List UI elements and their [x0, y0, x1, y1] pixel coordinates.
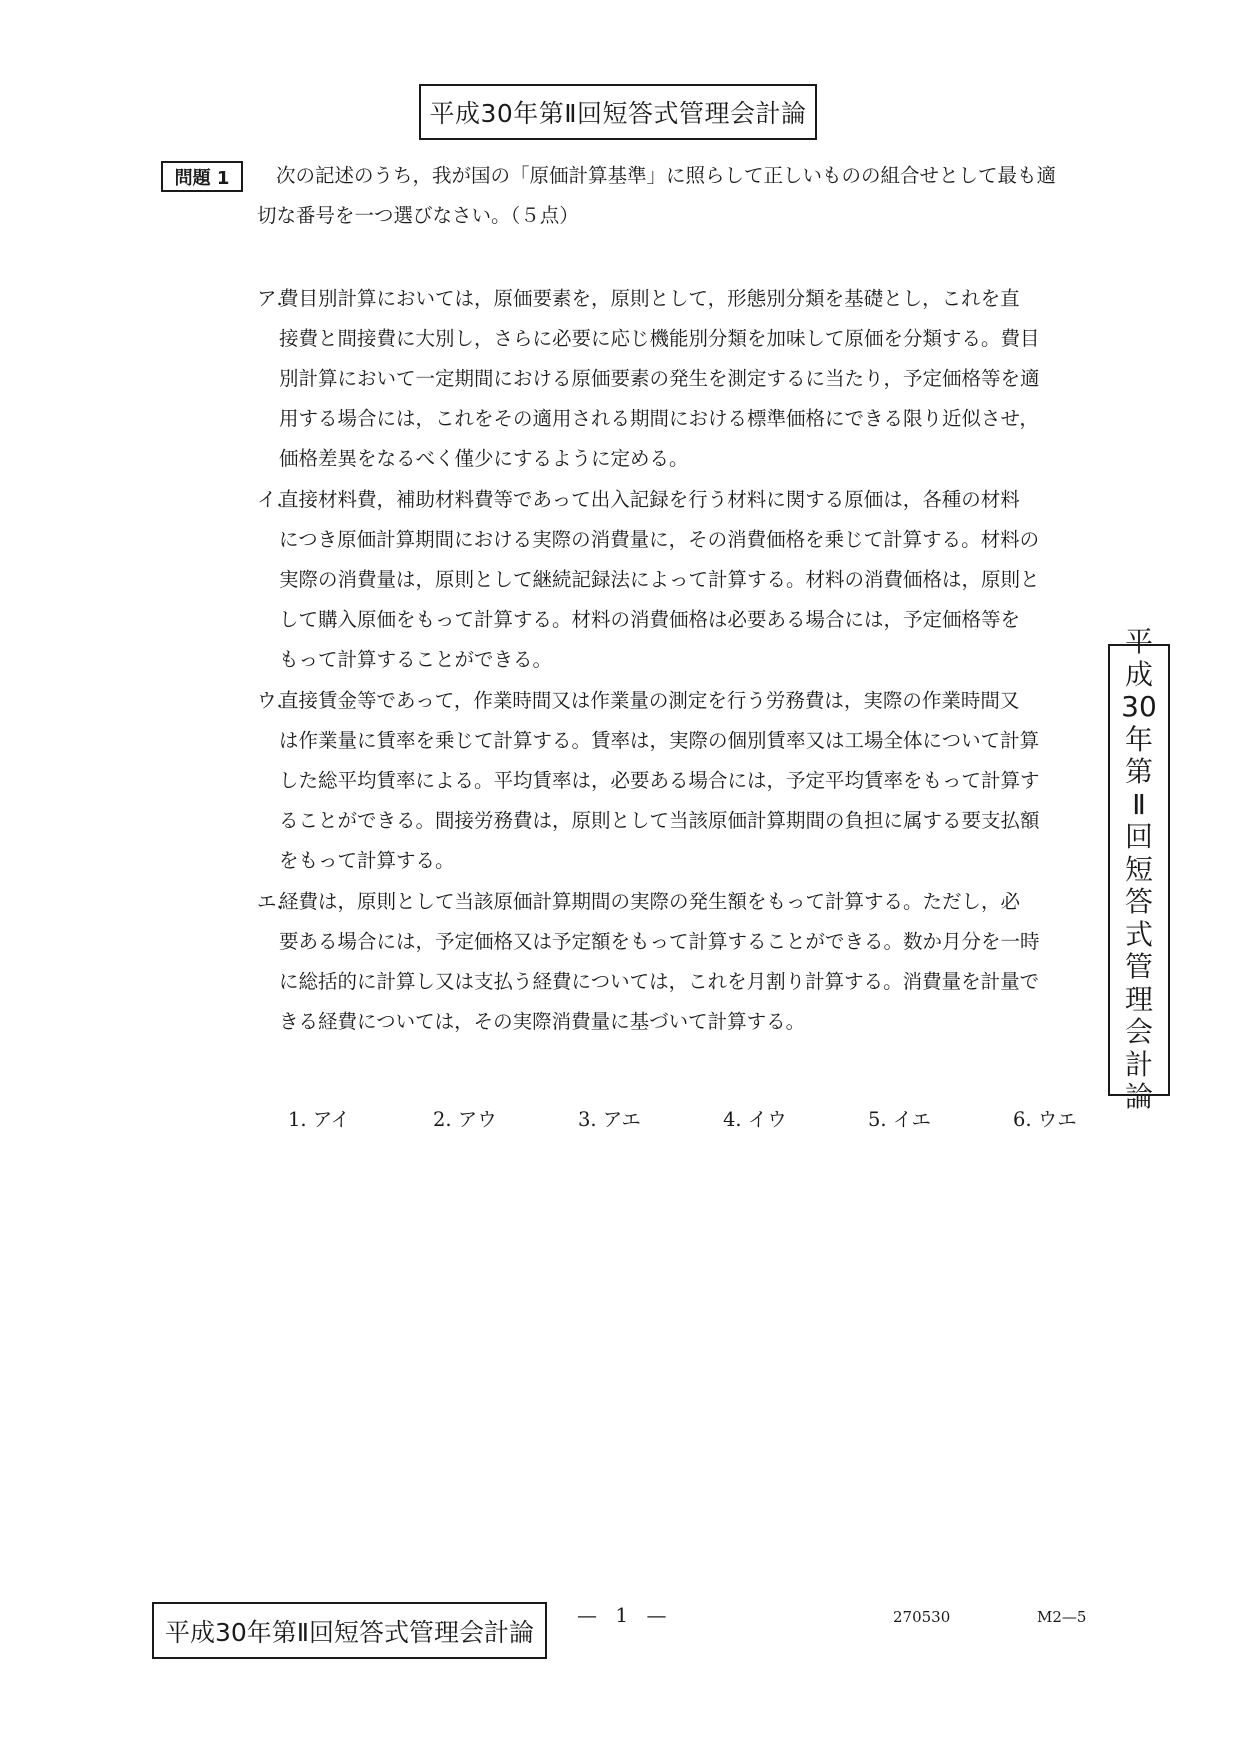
side-label-char: 年: [1124, 722, 1153, 756]
question-prompt-line-2: 切な番号を一つ選びなさい。（５点）: [257, 204, 579, 227]
sheet-code: M2—5: [1037, 1608, 1087, 1626]
statement-line: 経費は，原則として当該原価計算期間の実際の発生額をもって計算する。ただし，必: [279, 890, 1021, 913]
side-label-char: 式: [1124, 917, 1153, 951]
statement-line: 要ある場合には，予定価格又は予定額をもって計算することができる。数か月分を一時: [279, 930, 1040, 953]
side-label-char: 30: [1121, 690, 1157, 724]
statement-list: [257, 279, 1087, 1043]
statement-label: ア.: [257, 287, 283, 310]
statement-line: きる経費については，その実際消費量に基づいて計算する。: [279, 1010, 806, 1033]
statement-line: 別計算において一定期間における原価要素の発生を測定するに当たり，予定価格等を適: [279, 367, 1040, 390]
side-label-char: 平: [1124, 625, 1153, 659]
choice-6: 6. ウエ: [1013, 1108, 1077, 1131]
side-label-char: 会: [1124, 1015, 1153, 1049]
page-title: 平成30年第Ⅱ回短答式管理会計論: [419, 84, 817, 140]
side-label-char: 管: [1124, 950, 1153, 984]
side-label-char: 第: [1124, 755, 1153, 789]
statement-label: イ.: [257, 488, 283, 511]
footer-title: 平成30年第Ⅱ回短答式管理会計論: [152, 1602, 547, 1659]
page-number: — 1 —: [577, 1603, 673, 1627]
statement-line: 接費と間接費に大別し，さらに必要に応じ機能別分類を加味して原価を分類する。費目: [279, 327, 1040, 350]
side-label-char: 理: [1124, 982, 1153, 1016]
statement-a: [257, 279, 1087, 479]
statement-line: した総平均賃率による。平均賃率は，必要ある場合には，予定平均賃率をもって計算す: [279, 769, 1040, 792]
question-prompt-line-1: 次の記述のうち，我が国の「原価計算基準」に照らして正しいものの組合せとして最も適: [276, 164, 1057, 187]
statement-line: もって計算することができる。: [279, 648, 553, 671]
choice-2: 2. アウ: [433, 1108, 497, 1131]
statement-u: [257, 681, 1087, 881]
statement-line: をもって計算する。: [279, 849, 455, 872]
statement-i: [257, 480, 1087, 680]
statement-line: して購入原価をもって計算する。材料の消費価格は必要ある場合には，予定価格等を: [279, 608, 1021, 631]
statement-label: エ.: [257, 890, 283, 913]
statement-line: につき原価計算期間における実際の消費量に，その消費価格を乗じて計算する。材料の: [279, 528, 1040, 551]
side-label-char: 計: [1124, 1047, 1153, 1081]
side-label-char: 回: [1124, 820, 1153, 854]
side-label-char: 成: [1124, 657, 1153, 691]
side-label-char: 答: [1124, 885, 1153, 919]
statement-e: [257, 882, 1087, 1042]
side-label-char: 短: [1124, 852, 1153, 886]
exam-code: 270530: [893, 1608, 951, 1626]
statement-label: ウ.: [257, 689, 283, 712]
choice-3: 3. アエ: [578, 1108, 641, 1131]
statement-line: 価格差異をなるべく僅少にするように定める。: [279, 447, 689, 470]
choice-5: 5. イエ: [868, 1108, 932, 1131]
side-subject-label: [1108, 625, 1170, 1114]
question-label: 問題 1: [161, 161, 243, 192]
statement-line: は作業量に賃率を乗じて計算する。賃率は，実際の個別賃率又は工場全体について計算: [279, 729, 1040, 752]
statement-line: 直接賃金等であって，作業時間又は作業量の測定を行う労務費は，実際の作業時間又: [279, 689, 1020, 712]
statement-line: 直接材料費，補助材料費等であって出入記録を行う材料に関する原価は，各種の材料: [279, 488, 1020, 511]
statement-line: 実際の消費量は，原則として継続記録法によって計算する。材料の消費価格は，原則と: [279, 568, 1040, 591]
choice-1: 1. アイ: [288, 1108, 351, 1131]
statement-line: に総括的に計算し又は支払う経費については，これを月割り計算する。消費量を計量で: [279, 970, 1040, 993]
statement-line: 用する場合には，これをその適用される期間における標準価格にできる限り近似させ，: [279, 407, 1039, 430]
side-label-char: Ⅱ: [1132, 787, 1146, 821]
statement-line: ることができる。間接労務費は，原則として当該原価計算期間の負担に属する要支払額: [279, 809, 1040, 832]
statement-line: 費目別計算においては，原価要素を，原則として，形態別分類を基礎とし，これを直: [279, 287, 1020, 310]
choice-4: 4. イウ: [723, 1108, 787, 1131]
side-label-char: 論: [1124, 1080, 1153, 1114]
